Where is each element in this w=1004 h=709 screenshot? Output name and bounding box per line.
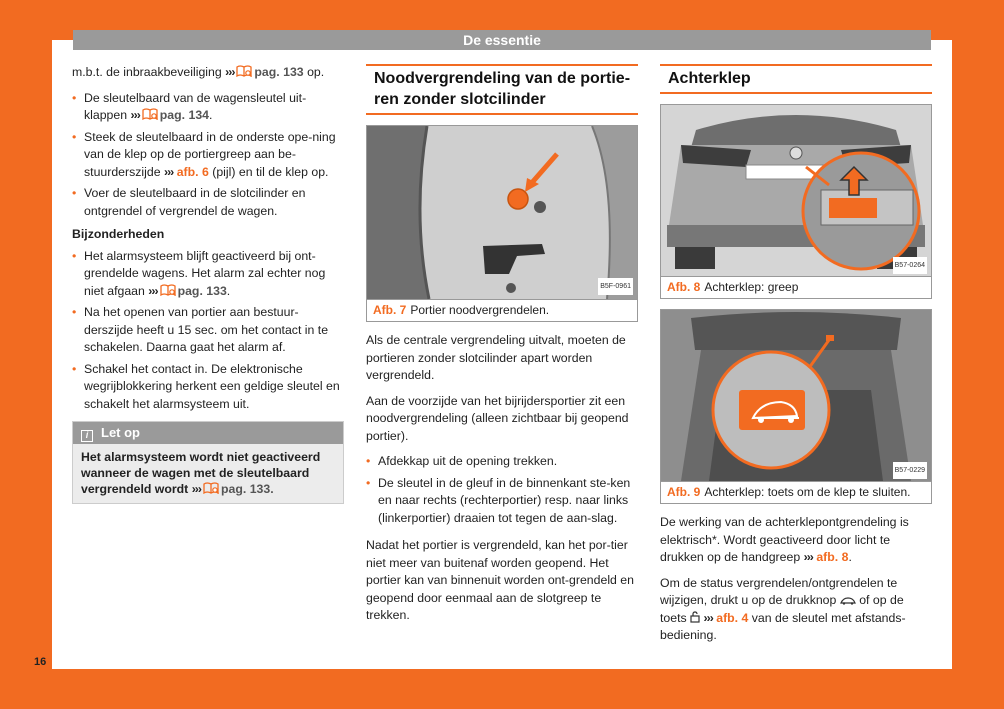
warning-note: [72, 421, 344, 504]
page-number: 16: [34, 656, 47, 668]
car-trunk-icon: [840, 595, 856, 605]
car-rear-illustration: [661, 105, 931, 276]
list-item: • Steek de sleutelbaard in de onderste ope-ning van de klep op de portiergreep aan be-stuurderszijde ››› afb. 6 (pijl) en til de klep op.: [72, 129, 344, 182]
book-reference-icon: [203, 482, 219, 494]
column-right: [660, 64, 932, 653]
page-reference[interactable]: pag. 133: [254, 65, 304, 79]
page-reference[interactable]: pag. 134: [159, 108, 210, 122]
paragraph: Als de centrale vergrendeling uitvalt, moeten de portieren zonder slotcilinder apart worden vergrendeld.: [366, 333, 626, 382]
book-reference-icon: [160, 284, 176, 296]
figure-tailgate-button: [660, 309, 932, 482]
section-title: Noodvergrendeling van de portie-ren zonder slotcilinder: [366, 64, 638, 115]
paragraph: Om de status vergrendelen/ontgrendelen te wijzigen, drukt u op de drukknop of op de toets ››› afb. 4 van de sleutel met afstands-bediening.: [660, 575, 906, 642]
list-item: • Het alarmsysteem blijft geactiveerd bij ont-grendelde wagens. Het alarm zal echter nog niet afgaan ››› pag. 133.: [72, 248, 344, 301]
section-title: Achterklep: [660, 64, 932, 94]
column-left: [72, 64, 344, 504]
info-icon: i: [81, 430, 93, 442]
subheading: Bijzonderheden: [72, 227, 165, 241]
figure-tailgate-handle: [660, 104, 932, 277]
figure-code: B57-0264: [893, 257, 927, 275]
page-reference[interactable]: pag. 133.: [221, 482, 274, 496]
column-middle: [366, 64, 638, 633]
list-item: • Schakel het contact in. De elektronische wegrijblokkering herkent een geldige sleutel en schakelt het alarmsysteem uit.: [72, 361, 344, 414]
list-item: • Afdekkap uit de opening trekken.: [366, 453, 638, 471]
paragraph: Nadat het portier is vergrendeld, kan het por-tier niet meer van buitenaf worden geopend. Het portier kan van binnenuit worden ont-grendeld en geopend door eenmaal aan de slotgreep te trekken.: [366, 538, 634, 622]
list-item: • Na het openen van portier aan bestuur-derszijde heeft u 15 sec. om het contact in te schakelen. Daarna gaat het alarm af.: [72, 304, 344, 357]
list-item: • De sleutel in de gleuf in de binnenkant ste-ken en naar rechts (rechterportier) resp. naar links (linkerportier) draaien tot tegen de aan-slag.: [366, 475, 638, 528]
paragraph: Aan de voorzijde van het bijrijdersportier zit een noodvergrendeling (alleen zichtbaar bij geopend portier).: [366, 393, 629, 443]
book-reference-icon: [142, 108, 158, 120]
figure-door-emergency-lock: [366, 125, 638, 300]
paragraph: De werking van de achterklepontgrendeling is elektrisch*. Wordt geactiveerd door licht te drukken op de handgreep ››› afb. 8.: [660, 515, 909, 564]
figure-reference[interactable]: afb. 8: [816, 550, 849, 564]
figure-code: B57-0229: [893, 462, 927, 480]
book-reference-icon: [236, 65, 252, 77]
door-illustration: [367, 126, 637, 299]
page-header: De essentie: [73, 30, 931, 50]
list-item: • Voer de sleutelbaard in de slotcilinder en ontgrendel of vergrendel de wagen.: [72, 185, 344, 220]
paragraph: m.b.t. de inbraakbeveiliging ››› pag. 133 op.: [72, 65, 325, 79]
unlock-icon: [690, 611, 700, 623]
figure-caption: Afb. 9 Achterklep: toets om de klep te sluiten.: [660, 482, 932, 504]
figure-caption: Afb. 7 Portier noodvergrendelen.: [366, 300, 638, 322]
open-trunk-illustration: [661, 310, 931, 481]
figure-reference[interactable]: afb. 6: [176, 164, 209, 179]
note-body: Het alarmsysteem wordt niet geactiveerd wanneer de wagen met de sleutelbaard vergrendeld wordt ››› pag. 133.: [73, 444, 343, 503]
figure-reference[interactable]: afb. 4: [716, 610, 749, 625]
list-item: • De sleutelbaard van de wagensleutel uit-klappen ››› pag. 134.: [72, 90, 344, 125]
figure-code: B5F-0961: [598, 278, 633, 296]
note-header: i Let op: [73, 422, 343, 444]
page-reference[interactable]: pag. 133: [177, 283, 227, 298]
figure-caption: Afb. 8 Achterklep: greep: [660, 277, 932, 299]
